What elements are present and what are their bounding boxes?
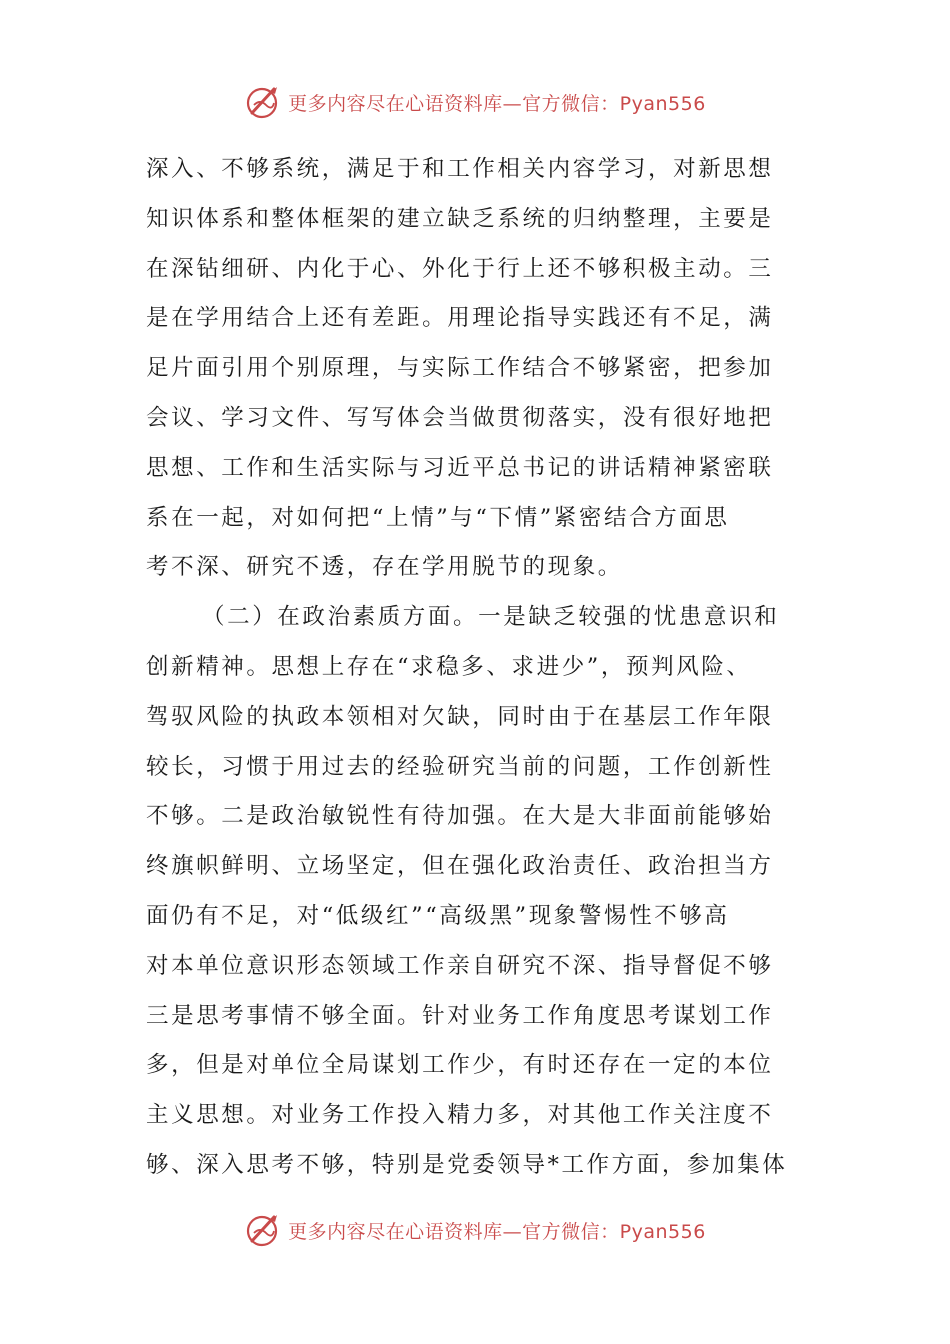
text-line: 在深钻细研、内化于心、外化于行上还不够积极主动。三: [146, 255, 774, 282]
text-line: 三是思考事情不够全面。针对业务工作角度思考谋划工作: [146, 1002, 774, 1029]
text-line: 较长，习惯于用过去的经验研究当前的问题，工作创新性: [146, 753, 774, 780]
text-line: 面仍有不足，对“低级红”“高级黑”现象警惕性不够高: [146, 902, 730, 929]
watermark-text: 更多内容尽在心语资料库—官方微信：Pyan556: [288, 1220, 706, 1243]
text-line: 对本单位意识形态领域工作亲自研究不深、指导督促不够: [146, 952, 774, 979]
text-line: 够、深入思考不够，特别是党委领导*工作方面，参加集体: [146, 1151, 788, 1178]
watermark-text: 更多内容尽在心语资料库—官方微信：Pyan556: [288, 92, 706, 115]
text-line: 不够。二是政治敏锐性有待加强。在大是大非面前能够始: [146, 803, 774, 830]
text-line: 主义思想。对业务工作投入精力多，对其他工作关注度不: [146, 1102, 774, 1129]
text-line: 系在一起，对如何把“上情”与“下情”紧密结合方面思: [146, 504, 730, 531]
text-line: 终旗帜鲜明、立场坚定，但在强化政治责任、政治担当方: [146, 853, 774, 880]
document-body: [146, 145, 808, 1191]
pen-circle-logo-icon: [244, 83, 282, 121]
section-heading-line: （二）在政治素质方面。一是缺乏较强的忧患意识和: [202, 604, 780, 631]
pen-circle-logo-icon: [244, 1211, 282, 1249]
text-line: 驾驭风险的执政本领相对欠缺，同时由于在基层工作年限: [146, 703, 774, 730]
text-line: 知识体系和整体框架的建立缺乏系统的归纳整理，主要是: [146, 205, 774, 232]
text-line: 创新精神。思想上存在“求稳多、求进少”，预判风险、: [146, 653, 752, 680]
text-line: 思想、工作和生活实际与习近平总书记的讲话精神紧密联: [146, 454, 774, 481]
watermark-banner-bottom: [0, 1208, 950, 1252]
watermark-banner-top: [0, 80, 950, 124]
text-line: 考不深、研究不透，存在学用脱节的现象。: [146, 554, 623, 581]
text-line: 会议、学习文件、写写体会当做贯彻落实，没有很好地把: [146, 404, 774, 431]
text-line: 多，但是对单位全局谋划工作少，有时还存在一定的本位: [146, 1052, 774, 1079]
text-line: 深入、不够系统，满足于和工作相关内容学习，对新思想: [146, 156, 774, 182]
text-line: 足片面引用个别原理，与实际工作结合不够紧密，把参加: [146, 355, 774, 382]
text-line: 是在学用结合上还有差距。用理论指导实践还有不足，满: [146, 305, 774, 332]
